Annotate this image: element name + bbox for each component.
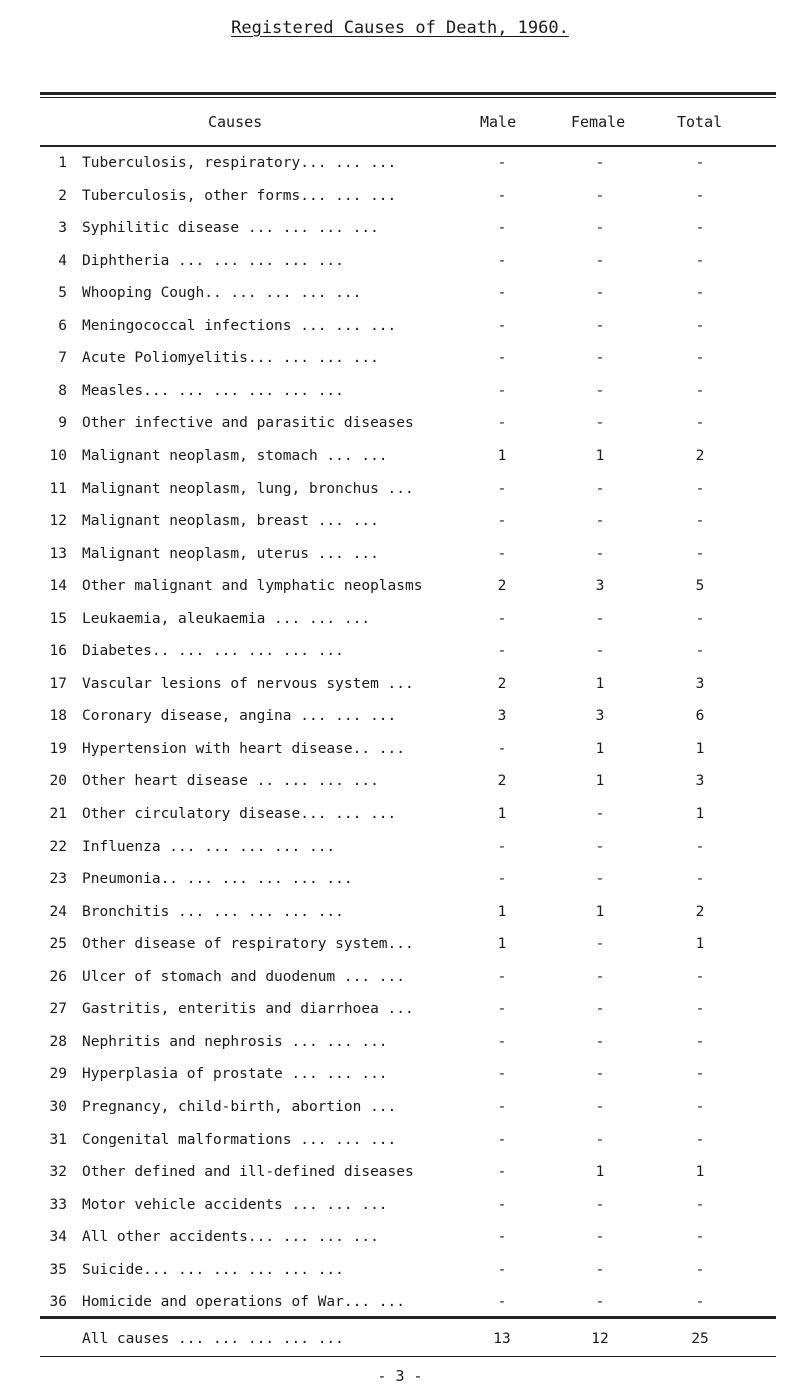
table-row [0, 220, 800, 244]
row-total: - [695, 187, 705, 204]
row-number: 16 [49, 643, 67, 660]
row-male: - [497, 480, 507, 497]
row-number: 31 [49, 1131, 67, 1148]
table-row [0, 936, 800, 960]
row-number: 29 [49, 1066, 67, 1083]
row-male: - [497, 545, 507, 562]
row-female: - [595, 513, 605, 530]
row-male: - [497, 871, 507, 888]
table-row [0, 1066, 800, 1090]
row-cause: Malignant neoplasm, breast ... ... [82, 513, 379, 530]
row-number: 14 [49, 578, 67, 595]
row-total: 1 [695, 806, 705, 822]
table-row [0, 448, 800, 472]
row-female: - [595, 1229, 605, 1246]
row-male: - [497, 382, 507, 399]
row-cause: Other disease of respiratory system... [82, 936, 414, 953]
table-row [0, 611, 800, 635]
table-row [0, 1001, 800, 1025]
row-female: - [595, 415, 605, 432]
table-row [0, 383, 800, 407]
table-row [0, 871, 800, 895]
row-number: 6 [58, 317, 67, 334]
row-female: - [595, 1131, 605, 1148]
row-total: - [695, 1229, 705, 1246]
row-number: 3 [58, 220, 67, 237]
row-male: 2 [497, 675, 507, 692]
row-total: - [695, 513, 705, 530]
table-row [0, 806, 800, 830]
table-row [0, 1034, 800, 1058]
row-male: - [497, 252, 507, 269]
table-row [0, 481, 800, 505]
row-total: 1 [695, 740, 705, 757]
row-male: - [497, 513, 507, 530]
page-title: Registered Causes of Death, 1960. [231, 18, 569, 38]
row-total: 1 [695, 1164, 705, 1181]
row-male: - [497, 317, 507, 334]
row-total: - [695, 1131, 705, 1148]
row-number: 34 [49, 1229, 67, 1246]
row-cause: Other defined and ill-defined diseases [82, 1164, 414, 1181]
page-number: - 3 - [377, 1367, 423, 1385]
row-total: - [695, 382, 705, 399]
row-cause: Diabetes.. ... ... ... ... ... [82, 643, 344, 660]
row-cause: Other infective and parasitic diseases [82, 415, 414, 432]
row-number: 23 [49, 871, 67, 888]
table-row [0, 969, 800, 993]
table-row [0, 1132, 800, 1156]
row-number: 26 [49, 968, 67, 985]
table-row [0, 285, 800, 309]
row-cause: Motor vehicle accidents ... ... ... [82, 1196, 388, 1213]
row-total: 3 [695, 675, 705, 692]
row-number: 18 [49, 708, 67, 725]
row-cause: Malignant neoplasm, lung, bronchus ... [82, 480, 414, 497]
table-row [0, 1229, 800, 1253]
row-total: 6 [695, 708, 705, 725]
row-female: - [595, 1196, 605, 1213]
row-number: 25 [49, 936, 67, 953]
row-female: - [595, 187, 605, 204]
row-number: 1 [58, 155, 67, 171]
row-total: - [695, 838, 705, 855]
row-total: - [695, 220, 705, 237]
row-total: - [695, 1196, 705, 1213]
row-male: 1 [497, 806, 507, 822]
row-cause: Malignant neoplasm, stomach ... ... [82, 447, 388, 464]
row-number: 8 [58, 382, 67, 399]
bottom-rule-thin [40, 1356, 776, 1357]
row-number: 4 [58, 252, 67, 269]
top-rule-thick [40, 92, 776, 95]
row-total: - [695, 643, 705, 660]
row-cause: Leukaemia, aleukaemia ... ... ... [82, 610, 371, 627]
row-female: - [595, 285, 605, 302]
table-row [0, 253, 800, 277]
row-cause: Other heart disease .. ... ... ... [82, 773, 379, 790]
row-number: 35 [49, 1261, 67, 1278]
row-number: 22 [49, 838, 67, 855]
header-total: Total [677, 113, 723, 131]
table-row [0, 708, 800, 732]
row-number: 28 [49, 1033, 67, 1050]
row-male: - [497, 968, 507, 985]
table-row [0, 773, 800, 797]
row-total: - [695, 155, 705, 171]
row-female: - [595, 643, 605, 660]
row-female: - [595, 382, 605, 399]
row-total: - [695, 1066, 705, 1083]
row-male: - [497, 1196, 507, 1213]
header-female: Female [571, 113, 626, 131]
row-cause: All other accidents... ... ... ... [82, 1229, 379, 1246]
row-cause: Vascular lesions of nervous system ... [82, 675, 414, 692]
table-row [0, 643, 800, 667]
row-cause: Whooping Cough.. ... ... ... ... [82, 285, 362, 302]
row-female: - [595, 480, 605, 497]
row-male: - [497, 740, 507, 757]
row-total: - [695, 317, 705, 334]
row-male: - [497, 1164, 507, 1181]
totals-male: 13 [493, 1331, 511, 1347]
row-total: - [695, 1001, 705, 1018]
row-total: 2 [695, 447, 705, 464]
row-female: 1 [595, 675, 605, 692]
row-number: 5 [58, 285, 67, 302]
row-male: - [497, 187, 507, 204]
row-number: 30 [49, 1098, 67, 1115]
row-female: - [595, 1261, 605, 1278]
row-cause: Suicide... ... ... ... ... ... [82, 1261, 344, 1278]
row-male: - [497, 1261, 507, 1278]
row-number: 20 [49, 773, 67, 790]
row-male: 1 [497, 936, 507, 953]
row-male: - [497, 155, 507, 171]
row-number: 17 [49, 675, 67, 692]
row-number: 21 [49, 806, 67, 822]
header-rule [40, 145, 776, 147]
row-total: - [695, 1261, 705, 1278]
table-row [0, 415, 800, 439]
table-row [0, 318, 800, 342]
row-total: - [695, 285, 705, 302]
table-row [0, 513, 800, 537]
row-number: 7 [58, 350, 67, 367]
table-row [0, 904, 800, 928]
row-number: 19 [49, 740, 67, 757]
row-female: - [595, 1098, 605, 1115]
row-number: 33 [49, 1196, 67, 1213]
row-female: - [595, 252, 605, 269]
row-total: - [695, 968, 705, 985]
row-cause: Hyperplasia of prostate ... ... ... [82, 1066, 388, 1083]
row-female: - [595, 545, 605, 562]
row-total: - [695, 1033, 705, 1050]
row-number: 36 [49, 1294, 67, 1311]
row-number: 11 [49, 480, 67, 497]
row-female: - [595, 350, 605, 367]
row-number: 24 [49, 903, 67, 920]
row-male: - [497, 1098, 507, 1115]
table-row [0, 350, 800, 374]
header-causes: Causes [208, 113, 263, 131]
row-female: - [595, 155, 605, 171]
table-row [0, 546, 800, 570]
row-male: 1 [497, 447, 507, 464]
row-cause: Acute Poliomyelitis... ... ... ... [82, 350, 379, 367]
row-number: 12 [49, 513, 67, 530]
row-cause: Meningococcal infections ... ... ... [82, 317, 397, 334]
row-number: 2 [58, 187, 67, 204]
row-cause: Other circulatory disease... ... ... [82, 806, 397, 822]
row-male: - [497, 220, 507, 237]
row-cause: Homicide and operations of War... ... [82, 1294, 406, 1311]
table-row [0, 1294, 800, 1318]
row-male: 2 [497, 578, 507, 595]
row-total: 5 [695, 578, 705, 595]
row-male: - [497, 415, 507, 432]
row-number: 27 [49, 1001, 67, 1018]
row-cause: Bronchitis ... ... ... ... ... [82, 903, 344, 920]
row-female: 1 [595, 1164, 605, 1181]
top-rule-thin [40, 97, 776, 98]
row-total: 2 [695, 903, 705, 920]
row-total: - [695, 415, 705, 432]
row-total: - [695, 545, 705, 562]
row-total: 1 [695, 936, 705, 953]
row-female: - [595, 1066, 605, 1083]
row-total: - [695, 871, 705, 888]
row-male: - [497, 838, 507, 855]
row-cause: Coronary disease, angina ... ... ... [82, 708, 397, 725]
row-female: 1 [595, 903, 605, 920]
row-number: 10 [49, 447, 67, 464]
table-row [0, 155, 800, 179]
row-cause: Pneumonia.. ... ... ... ... ... [82, 871, 353, 888]
row-cause: Diphtheria ... ... ... ... ... [82, 252, 344, 269]
row-male: - [497, 610, 507, 627]
row-total: - [695, 252, 705, 269]
totals-total: 25 [691, 1331, 709, 1347]
row-female: - [595, 1001, 605, 1018]
totals-row [0, 1331, 800, 1355]
row-male: - [497, 350, 507, 367]
table-row [0, 1099, 800, 1123]
row-female: - [595, 806, 605, 822]
row-cause: Syphilitic disease ... ... ... ... [82, 220, 379, 237]
row-male: - [497, 1066, 507, 1083]
table-row [0, 741, 800, 765]
row-total: - [695, 1294, 705, 1311]
table-row [0, 578, 800, 602]
row-cause: Other malignant and lymphatic neoplasms [82, 578, 423, 595]
row-male: 3 [497, 708, 507, 725]
row-female: - [595, 838, 605, 855]
row-female: - [595, 871, 605, 888]
row-female: 3 [595, 578, 605, 595]
row-female: 3 [595, 708, 605, 725]
row-female: 1 [595, 447, 605, 464]
table-row [0, 1197, 800, 1221]
totals-label: All causes ... ... ... ... ... [82, 1331, 344, 1347]
row-cause: Congenital malformations ... ... ... [82, 1131, 397, 1148]
row-female: - [595, 317, 605, 334]
row-cause: Nephritis and nephrosis ... ... ... [82, 1033, 388, 1050]
row-cause: Tuberculosis, other forms... ... ... [82, 187, 397, 204]
header-male: Male [480, 113, 517, 131]
row-male: - [497, 1229, 507, 1246]
row-cause: Ulcer of stomach and duodenum ... ... [82, 968, 406, 985]
row-number: 32 [49, 1164, 67, 1181]
row-female: 1 [595, 773, 605, 790]
row-male: 1 [497, 903, 507, 920]
totals-female: 12 [591, 1331, 609, 1347]
row-total: - [695, 610, 705, 627]
row-male: - [497, 285, 507, 302]
row-cause: Measles... ... ... ... ... ... [82, 382, 344, 399]
row-male: 2 [497, 773, 507, 790]
row-total: 3 [695, 773, 705, 790]
row-female: - [595, 220, 605, 237]
row-number: 9 [58, 415, 67, 432]
row-male: - [497, 1294, 507, 1311]
row-female: 1 [595, 740, 605, 757]
table-row [0, 839, 800, 863]
row-female: - [595, 1033, 605, 1050]
row-female: - [595, 1294, 605, 1311]
row-number: 13 [49, 545, 67, 562]
row-total: - [695, 350, 705, 367]
row-cause: Hypertension with heart disease.. ... [82, 740, 406, 757]
row-cause: Pregnancy, child-birth, abortion ... [82, 1098, 397, 1115]
table-row [0, 1262, 800, 1286]
row-female: - [595, 968, 605, 985]
row-female: - [595, 936, 605, 953]
row-female: - [595, 610, 605, 627]
row-male: - [497, 643, 507, 660]
table-row [0, 676, 800, 700]
table-row [0, 1164, 800, 1188]
row-total: - [695, 480, 705, 497]
row-cause: Gastritis, enteritis and diarrhoea ... [82, 1001, 414, 1018]
bottom-rule-thick [40, 1316, 776, 1319]
row-male: - [497, 1033, 507, 1050]
row-cause: Influenza ... ... ... ... ... [82, 838, 336, 855]
row-cause: Malignant neoplasm, uterus ... ... [82, 545, 379, 562]
row-total: - [695, 1098, 705, 1115]
row-number: 15 [49, 610, 67, 627]
row-cause: Tuberculosis, respiratory... ... ... [82, 155, 397, 171]
row-male: - [497, 1131, 507, 1148]
row-male: - [497, 1001, 507, 1018]
table-row [0, 188, 800, 212]
